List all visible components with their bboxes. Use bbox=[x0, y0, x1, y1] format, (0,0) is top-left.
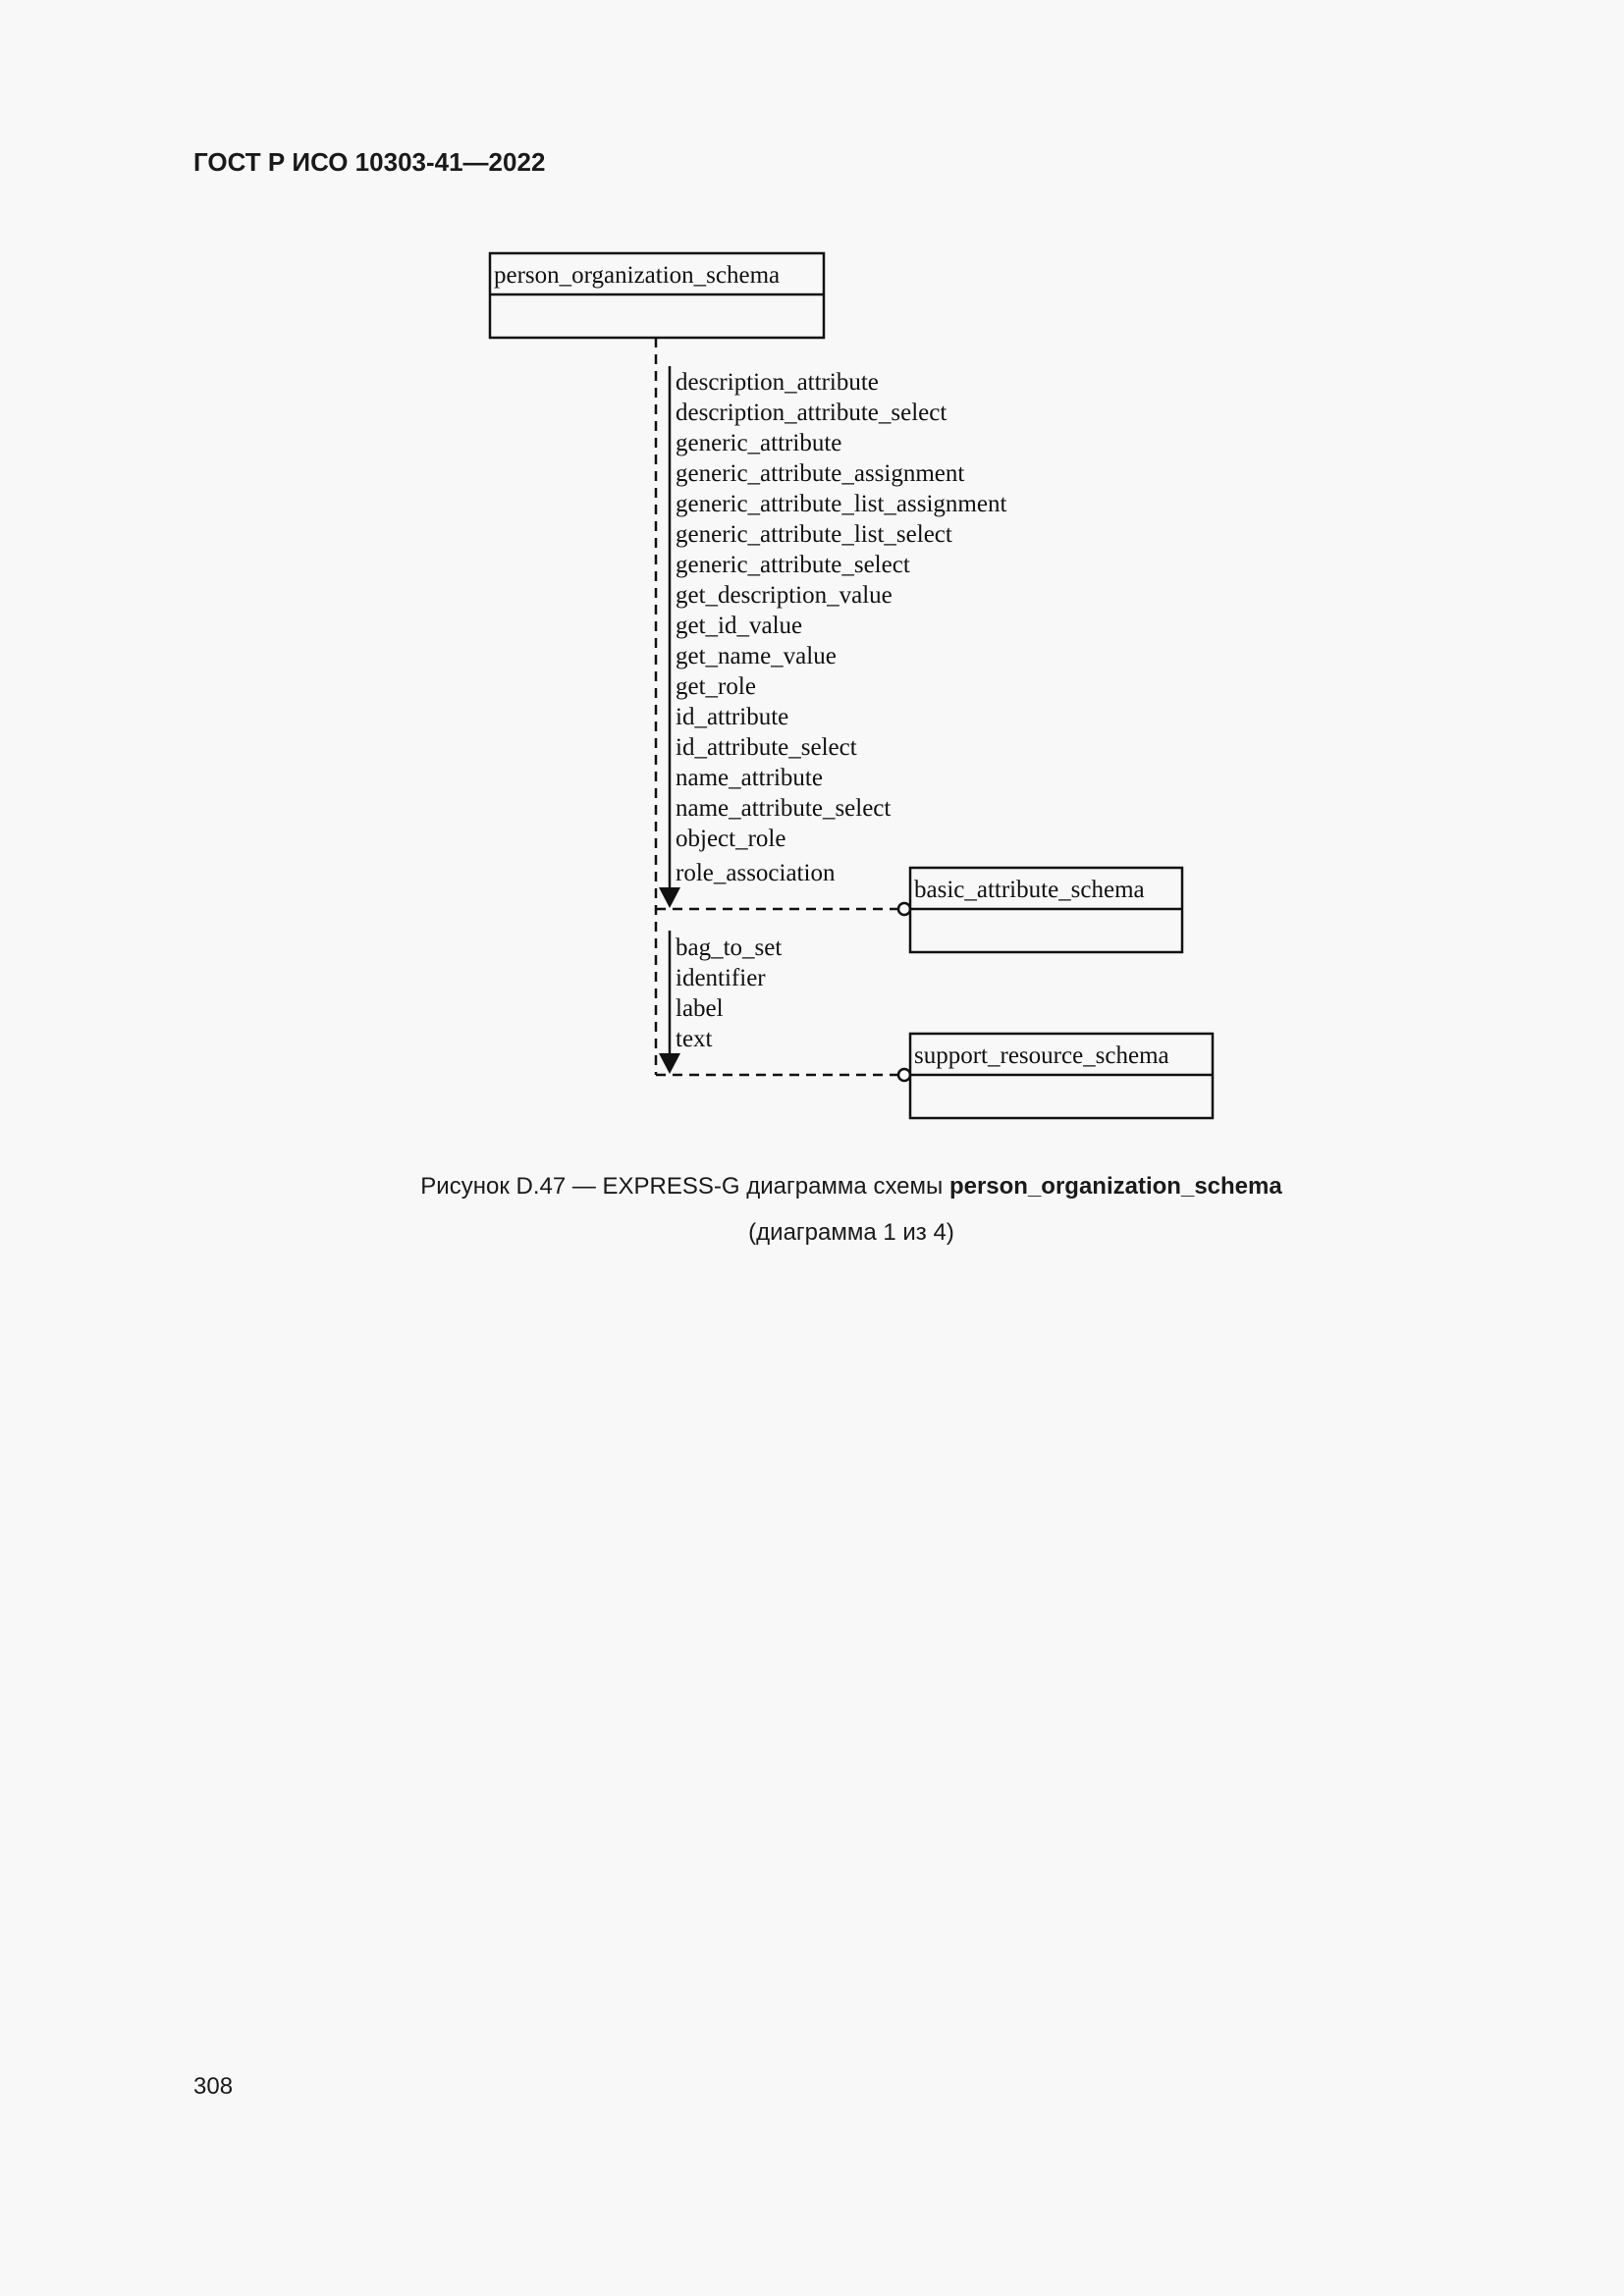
ref-item: label bbox=[676, 995, 724, 1022]
arrow-down-icon bbox=[659, 1053, 680, 1074]
ref-item: description_attribute_select bbox=[676, 400, 947, 426]
ref-item: name_attribute bbox=[676, 765, 823, 791]
ref-item: identifier bbox=[676, 965, 766, 991]
caption-schema-name: person_organization_schema bbox=[948, 1173, 1282, 1200]
ref-item: get_id_value bbox=[676, 613, 803, 639]
ref-item: id_attribute bbox=[676, 704, 789, 730]
main-schema-name: person_organization_schema bbox=[494, 262, 781, 289]
ref-item: get_description_value bbox=[676, 582, 893, 609]
ref-item: object_role bbox=[676, 826, 786, 852]
ref-item: get_role bbox=[676, 673, 756, 700]
ref-item: generic_attribute_select bbox=[676, 552, 910, 578]
ref-item: role_association bbox=[676, 860, 836, 886]
ref-item: generic_attribute_list_select bbox=[676, 521, 952, 548]
caption-prefix: Рисунок D.47 — EXPRESS-G диаграмма схемы bbox=[420, 1173, 949, 1200]
schema-box-name: support_resource_schema bbox=[914, 1042, 1169, 1069]
ref-item: bag_to_set bbox=[676, 934, 783, 961]
figure-caption bbox=[0, 1173, 1624, 1201]
main-schema-box bbox=[490, 253, 824, 338]
reference-circle-icon bbox=[898, 903, 910, 915]
ref-item: generic_attribute bbox=[676, 430, 842, 456]
figure-caption-subtitle: (диаграмма 1 из 4) bbox=[748, 1219, 954, 1246]
ref-item: text bbox=[676, 1026, 713, 1052]
page-number: 308 bbox=[193, 2073, 234, 2100]
ref-item: generic_attribute_list_assignment bbox=[676, 491, 1007, 517]
ref-item: name_attribute_select bbox=[676, 795, 892, 822]
schema-box-name: basic_attribute_schema bbox=[914, 877, 1145, 903]
ref-item: description_attribute bbox=[676, 369, 879, 396]
ref-item: get_name_value bbox=[676, 643, 837, 669]
document-header: ГОСТ Р ИСО 10303-41—2022 bbox=[193, 147, 546, 177]
arrow-down-icon bbox=[659, 887, 680, 908]
reference-basic-attribute-schema bbox=[656, 366, 1182, 952]
ref-item: generic_attribute_assignment bbox=[676, 460, 965, 487]
reference-support-resource-schema bbox=[656, 931, 1213, 1118]
reference-circle-icon bbox=[898, 1069, 910, 1081]
ref-item: id_attribute_select bbox=[676, 734, 857, 761]
